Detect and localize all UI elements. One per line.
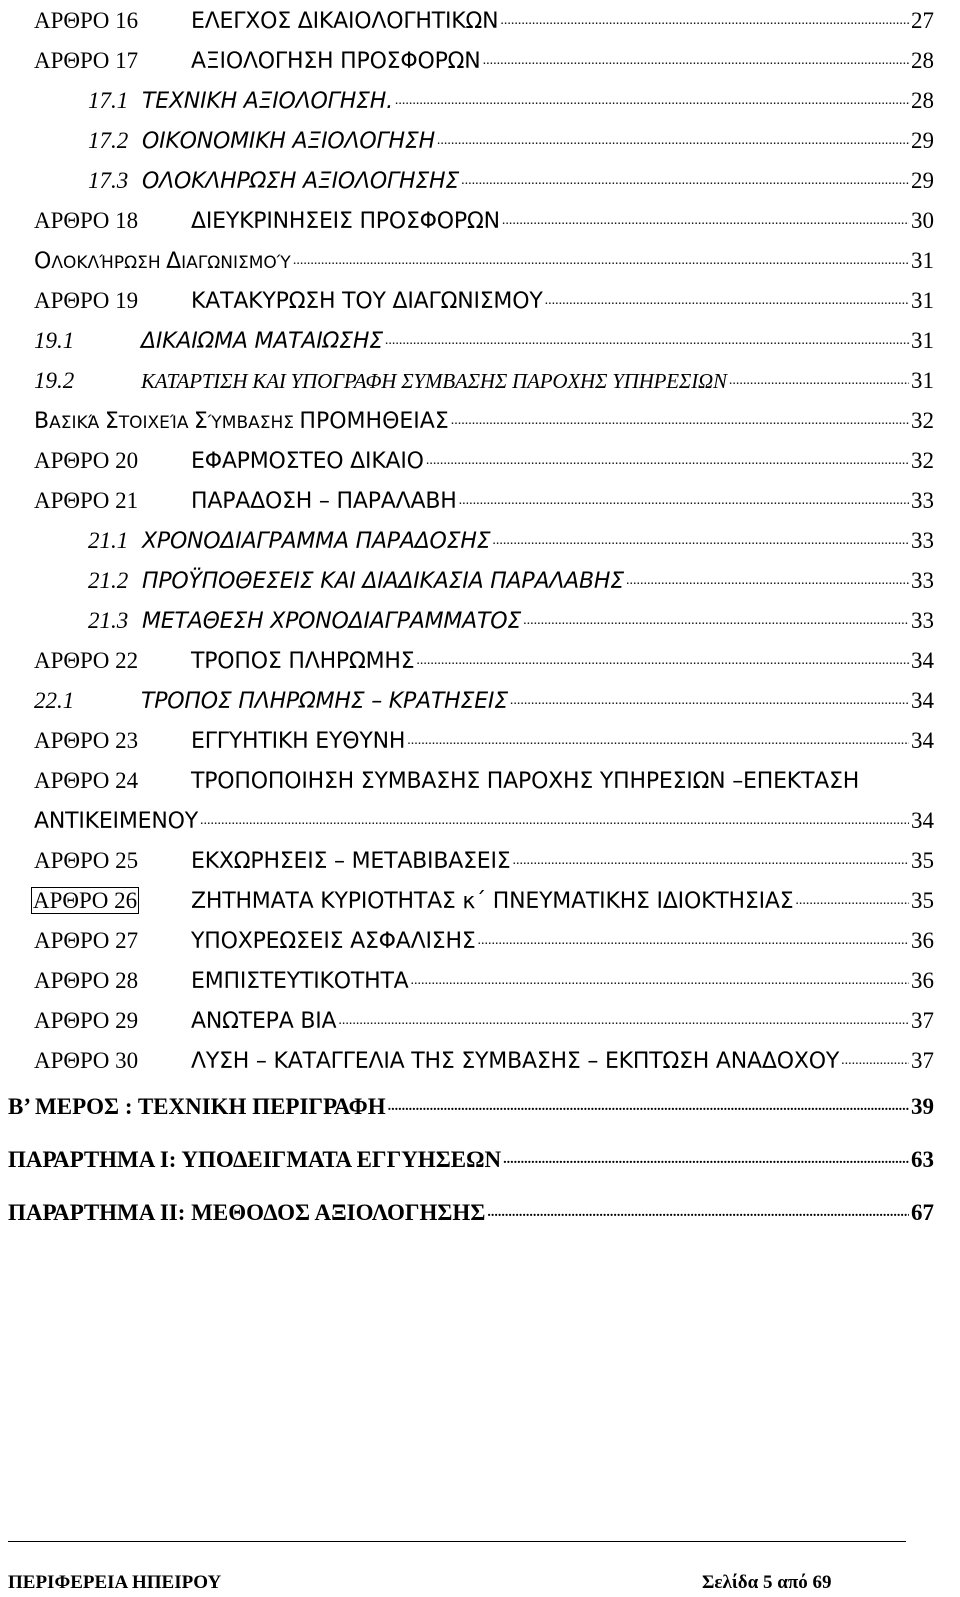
toc-major-entry[interactable] <box>8 1133 934 1173</box>
toc-leader-dots <box>487 1206 909 1226</box>
toc-entry-page: 29 <box>911 128 934 153</box>
toc-entry-title: ΤΕΧΝΙΚΗ ΑΞΙΟΛΟΓΗΣΗ. <box>142 89 393 114</box>
toc-leader-dots <box>451 414 909 434</box>
toc-entry-page: 28 <box>911 88 934 113</box>
toc-section-title: ΟΛΟΚΛΉΡΩΣΗ ΔΙΑΓΩΝΙΣΜΟΎ <box>34 249 291 274</box>
toc-entry-number <box>34 888 191 914</box>
toc-entry[interactable] <box>88 154 934 194</box>
toc-leader-dots <box>795 894 909 914</box>
toc-entry-page: 29 <box>911 168 934 193</box>
toc-entry[interactable] <box>88 594 934 634</box>
toc-entry-number: 17.3 <box>88 168 129 193</box>
toc-entry[interactable] <box>34 194 934 234</box>
toc-entry[interactable] <box>34 1034 934 1074</box>
toc-major-page: 63 <box>911 1147 934 1172</box>
toc-leader-dots <box>459 494 909 514</box>
toc-entry-page: 30 <box>911 208 934 233</box>
toc-leader-dots <box>500 14 909 34</box>
toc-entry-page: 35 <box>911 888 934 913</box>
toc-entry[interactable] <box>34 674 934 714</box>
toc-entry-title: ΖΗΤΗΜΑΤΑ ΚΥΡΙΟΤΗΤΑΣ κ΄ ΠΝΕΥΜΑΤΙΚΗΣ ΙΔΙΟΚΤΗΣΙΑΣ <box>191 889 794 914</box>
toc-entry[interactable] <box>34 0 934 34</box>
toc-entry-page: 31 <box>911 248 934 273</box>
toc-entry-page: 34 <box>911 688 934 713</box>
toc-entry-title: ΤΡΟΠΟΠΟΙΗΣΗ ΣΥΜΒΑΣΗΣ ΠΑΡΟΧΗΣ ΥΠΗΡΕΣΙΩΝ –ΕΠΕΚΤΑΣΗ <box>191 769 860 794</box>
toc-entry-number: ΑΡΘΡΟ 29 <box>34 1008 139 1033</box>
toc-entry[interactable] <box>34 354 934 394</box>
toc-section-entry[interactable] <box>34 234 934 274</box>
toc-leader-dots <box>426 454 909 474</box>
toc-entry-number: ΑΡΘΡΟ 16 <box>34 8 139 33</box>
toc-major-page: 67 <box>911 1200 934 1225</box>
toc-entry[interactable] <box>34 994 934 1034</box>
toc-entry-title: ΑΞΙΟΛΟΓΗΣΗ ΠΡΟΣΦΟΡΩΝ <box>191 49 481 74</box>
toc-entry-page: 31 <box>911 368 934 393</box>
toc-leader-dots <box>502 214 909 234</box>
toc-major-title: ΠΑΡΑΡΤΗΜΑ Ι: ΥΠΟΔΕΙΓΜΑΤΑ ΕΓΓΥΗΣΕΩΝ <box>8 1147 502 1172</box>
toc-entry[interactable] <box>88 114 934 154</box>
toc-entry-title: ΤΡΟΠΟΣ ΠΛΗΡΩΜΗΣ <box>191 649 415 674</box>
toc-major-title: Β’ ΜΕΡΟΣ : ΤΕΧΝΙΚΗ ΠΕΡΙΓΡΑΦΗ <box>8 1094 386 1119</box>
toc-entry-number: ΑΡΘΡΟ 18 <box>34 208 139 233</box>
toc-entry-page: 37 <box>911 1048 934 1073</box>
toc-major-page: 39 <box>911 1094 934 1119</box>
toc-entry-number: 21.2 <box>88 568 129 593</box>
toc-entry-number-highlight: ΑΡΘΡΟ 26 <box>33 888 138 913</box>
toc-entry-page: 32 <box>911 408 934 433</box>
toc-entry-page: 35 <box>911 848 934 873</box>
toc-leader-dots <box>626 574 909 594</box>
toc-entry[interactable] <box>34 314 934 354</box>
toc-entry-number: 19.1 <box>34 328 75 353</box>
toc-entry-page: 34 <box>911 808 934 833</box>
toc-entry-number: ΑΡΘΡΟ 17 <box>34 48 139 73</box>
footer-page-number: Σελίδα 5 από 69 <box>702 1572 832 1593</box>
toc-entry[interactable] <box>34 914 934 954</box>
toc-leader-dots <box>395 94 909 114</box>
toc-leader-dots <box>293 254 909 274</box>
toc-section-title: ΒΑΣΙΚΆ ΣΤΟΙΧΕΊΑ ΣΎΜΒΑΣΗΣ ΠΡΟΜΗΘΕΙΑΣ <box>34 409 449 434</box>
toc-major-entry[interactable] <box>8 1186 934 1226</box>
toc-entry-page: 28 <box>911 48 934 73</box>
toc-entry-page: 33 <box>911 608 934 633</box>
toc-leader-dots <box>416 654 909 674</box>
toc-entry-title: ΔΙΕΥΚΡΙΝΗΣΕΙΣ ΠΡΟΣΦΟΡΩΝ <box>191 209 500 234</box>
toc-entry-number: ΑΡΘΡΟ 27 <box>34 928 139 953</box>
toc-entry-title-continued: ΑΝΤΙΚΕΙΜΕΝΟΥ <box>34 809 198 834</box>
toc-entry[interactable] <box>88 514 934 554</box>
toc-entry-number: 19.2 <box>34 368 75 393</box>
toc-entry[interactable] <box>34 954 934 994</box>
toc-leader-dots <box>461 174 909 194</box>
toc-leader-dots <box>510 694 909 714</box>
toc-leader-dots <box>841 1054 909 1074</box>
toc-entry-title: ΕΦΑΡΜΟΣΤΕΟ ΔΙΚΑΙΟ <box>191 449 424 474</box>
toc-entry-number: ΑΡΘΡΟ 20 <box>34 448 139 473</box>
toc-leader-dots <box>385 334 909 354</box>
toc-entry[interactable] <box>88 74 934 114</box>
toc-entry-title: ΠΑΡΑΔΟΣΗ – ΠΑΡΑΛΑΒΗ <box>191 489 457 514</box>
footer-organization: ΠΕΡΙΦΕΡΕΙΑ ΗΠΕΙΡΟΥ <box>8 1572 222 1593</box>
toc-leader-dots <box>483 54 909 74</box>
toc-entry[interactable] <box>34 874 934 914</box>
toc-entry-continuation[interactable] <box>34 794 934 834</box>
toc-entry-number: ΑΡΘΡΟ 23 <box>34 728 139 753</box>
toc-entry-number: 17.1 <box>88 88 129 113</box>
toc-entry-title: ΠΡΟΫΠΟΘΕΣΕΙΣ ΚΑΙ ΔΙΑΔΙΚΑΣΙΑ ΠΑΡΑΛΑΒΗΣ <box>142 569 624 594</box>
toc-entry-number: ΑΡΘΡΟ 24 <box>34 768 139 793</box>
toc-leader-dots <box>388 1100 909 1120</box>
toc-entry-page: 32 <box>911 448 934 473</box>
toc-leader-dots <box>512 854 909 874</box>
toc-leader-dots <box>523 614 909 634</box>
toc-entry-title: ΥΠΟΧΡΕΩΣΕΙΣ ΑΣΦΑΛΙΣΗΣ <box>191 929 476 954</box>
toc-entry-page: 27 <box>911 8 934 33</box>
toc-entry[interactable] <box>34 834 934 874</box>
toc-leader-dots <box>478 934 909 954</box>
toc-entry-title: ΜΕΤΑΘΕΣΗ ΧΡΟΝΟΔΙΑΓΡΑΜΜΑΤΟΣ <box>142 609 522 634</box>
toc-entry-title: ΟΛΟΚΛΗΡΩΣΗ ΑΞΙΟΛΟΓΗΣΗΣ <box>142 169 460 194</box>
toc-leader-dots <box>200 814 909 834</box>
toc-major-title: ΠΑΡΑΡΤΗΜΑ ΙΙ: ΜΕΘΟΔΟΣ ΑΞΙΟΛΟΓΗΣΗΣ <box>8 1200 486 1225</box>
toc-entry-page: 33 <box>911 568 934 593</box>
toc-entry-title: ΕΚΧΩΡΗΣΕΙΣ – ΜΕΤΑΒΙΒΑΣΕΙΣ <box>191 849 511 874</box>
toc-entry[interactable] <box>34 34 934 74</box>
toc-entry-title: ΤΡΟΠΟΣ ΠΛΗΡΩΜΗΣ – ΚΡΑΤΗΣΕΙΣ <box>141 689 508 714</box>
toc-leader-dots <box>407 734 909 754</box>
toc-entry-title: ΔΙΚΑΙΩΜΑ ΜΑΤΑΙΩΣΗΣ <box>141 329 383 354</box>
toc-leader-dots <box>411 974 909 994</box>
toc-entry-number: ΑΡΘΡΟ 21 <box>34 488 139 513</box>
toc-entry-title: ΚΑΤΑΡΤΙΣΗ ΚΑΙ ΥΠΟΓΡΑΦΗ ΣΥΜΒΑΣΗΣ ΠΑΡΟΧΗΣ ΥΠΗΡΕΣΙΩΝ <box>141 369 727 393</box>
toc-entry-number: ΑΡΘΡΟ 25 <box>34 848 139 873</box>
toc-entry-number: 22.1 <box>34 688 75 713</box>
toc-leader-dots <box>503 1153 909 1173</box>
toc-leader-dots <box>492 534 909 554</box>
toc-leader-dots <box>729 374 909 394</box>
toc-entry-page: 33 <box>911 528 934 553</box>
toc-entry-page: 36 <box>911 968 934 993</box>
toc-leader-dots <box>338 1014 909 1034</box>
toc-leader-dots <box>437 134 909 154</box>
toc-entry-title: ΚΑΤΑΚΥΡΩΣΗ ΤΟΥ ΔΙΑΓΩΝΙΣΜΟΥ <box>191 289 543 314</box>
toc-entry-title: ΟΙΚΟΝΟΜΙΚΗ ΑΞΙΟΛΟΓΗΣΗ <box>142 129 435 154</box>
toc-entry-number: ΑΡΘΡΟ 19 <box>34 288 139 313</box>
toc-entry-title: ΕΛΕΓΧΟΣ ΔΙΚΑΙΟΛΟΓΗΤΙΚΩΝ <box>191 9 499 34</box>
toc-entry-number: ΑΡΘΡΟ 22 <box>34 648 139 673</box>
toc-entry[interactable] <box>34 754 934 794</box>
toc-entry-page: 31 <box>911 328 934 353</box>
toc-entry-number: ΑΡΘΡΟ 30 <box>34 1048 139 1073</box>
toc-entry[interactable] <box>34 634 934 674</box>
toc-entry-page: 34 <box>911 728 934 753</box>
toc-entry-number: ΑΡΘΡΟ 28 <box>34 968 139 993</box>
toc-entry[interactable] <box>88 554 934 594</box>
toc-entry[interactable] <box>34 474 934 514</box>
toc-entry-title: ΧΡΟΝΟΔΙΑΓΡΑΜΜΑ ΠΑΡΑΔΟΣΗΣ <box>142 529 491 554</box>
toc-entry-page: 33 <box>911 488 934 513</box>
toc-entry-page: 31 <box>911 288 934 313</box>
toc-entry-title: ΛΥΣΗ – ΚΑΤΑΓΓΕΛΙΑ ΤΗΣ ΣΥΜΒΑΣΗΣ – ΕΚΠΤΩΣΗ ΑΝΑΔΟΧΟΥ <box>191 1049 840 1074</box>
toc-major-entry[interactable] <box>8 1080 934 1120</box>
toc-section-entry[interactable] <box>34 394 934 434</box>
toc-entry[interactable] <box>34 714 934 754</box>
toc-entry-title: ΑΝΩΤΕΡΑ ΒΙΑ <box>191 1009 337 1034</box>
toc-entry-title: ΕΜΠΙΣΤΕΥΤΙΚΟΤΗΤΑ <box>191 969 409 994</box>
toc-leader-dots <box>545 294 909 314</box>
footer-divider <box>8 1541 906 1542</box>
toc-entry-page: 36 <box>911 928 934 953</box>
toc-entry-page: 37 <box>911 1008 934 1033</box>
toc-entry-number: 21.1 <box>88 528 129 553</box>
toc-entry-number: 21.3 <box>88 608 129 633</box>
toc-entry-page: 34 <box>911 648 934 673</box>
toc-entry-title: ΕΓΓΥΗΤΙΚΗ ΕΥΘΥΝΗ <box>191 729 406 754</box>
toc-entry[interactable] <box>34 274 934 314</box>
toc-entry-number: 17.2 <box>88 128 129 153</box>
toc-entry[interactable] <box>34 434 934 474</box>
